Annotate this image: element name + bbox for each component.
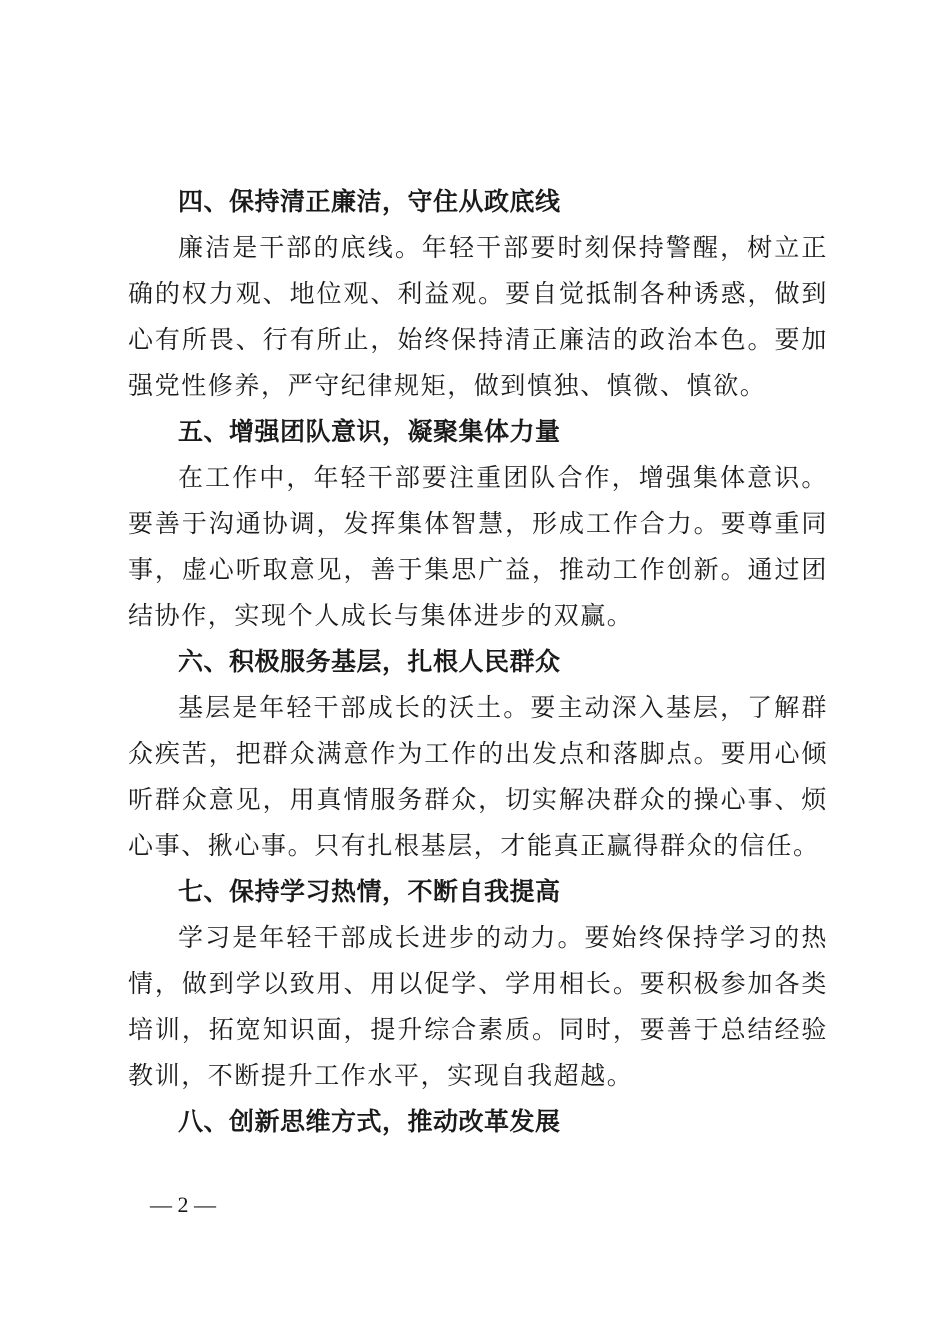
section-paragraph-4: 廉洁是干部的底线。年轻干部要时刻保持警醒，树立正确的权力观、地位观、利益观。要自觉抵制各种诱惑，做到心有所畏、行有所止，始终保持清正廉洁的政治本色。要加强党性修养，严守纪律规矩，做到慎独、慎微、慎欲。 [128,233,828,400]
section-heading-8: 八、创新思维方式，推动改革发展 [178,1107,561,1136]
section-heading-6: 六、积极服务基层，扎根人民群众 [178,647,561,676]
document-body [128,179,828,1145]
section-heading-5: 五、增强团队意识，凝聚集体力量 [178,417,561,446]
section-paragraph-5: 在工作中，年轻干部要注重团队合作，增强集体意识。要善于沟通协调，发挥集体智慧，形成工作合力。要尊重同事，虚心听取意见，善于集思广益，推动工作创新。通过团结协作，实现个人成长与集体进步的双赢。 [128,463,828,630]
section-heading-7: 七、保持学习热情，不断自我提高 [178,877,561,906]
section-paragraph-6: 基层是年轻干部成长的沃土。要主动深入基层，了解群众疾苦，把群众满意作为工作的出发点和落脚点。要用心倾听群众意见，用真情服务群众，切实解决群众的操心事、烦心事、揪心事。只有扎根基层，才能真正赢得群众的信任。 [128,693,828,860]
section-heading-4: 四、保持清正廉洁，守住从政底线 [178,187,561,216]
section-paragraph-7: 学习是年轻干部成长进步的动力。要始终保持学习的热情，做到学以致用、用以促学、学用相长。要积极参加各类培训，拓宽知识面，提升综合素质。同时，要善于总结经验教训，不断提升工作水平，实现自我超越。 [128,923,828,1090]
page-number: — 2 — [150,1192,216,1217]
